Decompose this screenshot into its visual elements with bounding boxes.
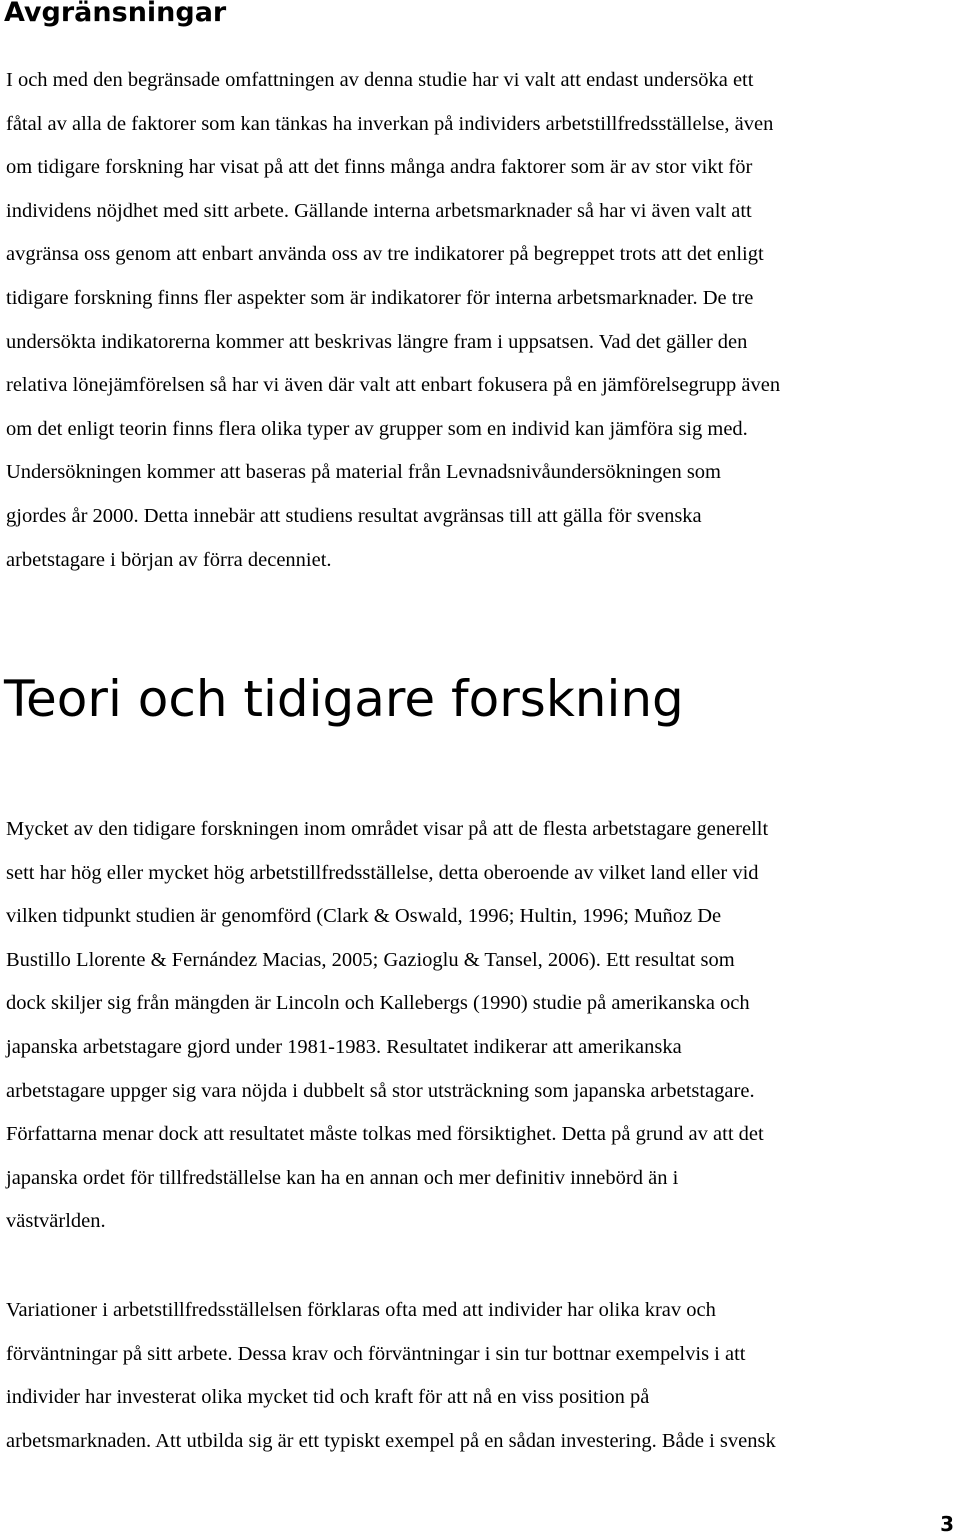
text-line: tidigare forskning finns fler aspekter som är indikatorer för interna arbetsmarknader. De tre [6, 286, 754, 309]
section-heading-teori: Teori och tidigare forskning [4, 670, 684, 728]
text-line: Mycket av den tidigare forskningen inom området visar på att de flesta arbetstagare generellt [6, 818, 769, 840]
text-line: om tidigare forskning har visat på att det finns många andra faktorer som är av stor vikt för [6, 156, 753, 179]
text-line: I och med den begränsade omfattningen av denna studie har vi valt att endast undersöka ett [6, 69, 754, 91]
text-line: Variationer i arbetstillfredsställelsen förklaras ofta med att individer har olika krav och [6, 1299, 716, 1321]
text-line: om det enligt teorin finns flera olika typer av grupper som en individ kan jämföra sig med. [6, 417, 748, 440]
text-line: arbetstagare uppger sig vara nöjda i dubbelt så stor utsträckning som japanska arbetstagare. [6, 1079, 755, 1102]
page-number: 3 [940, 1512, 954, 1536]
text-line: gjordes år 2000. Detta innebär att studiens resultat avgränsas till att gälla för svenska [6, 504, 702, 527]
text-line: arbetsmarknaden. Att utbilda sig är ett typiskt exempel på en sådan investering. Både i svensk [6, 1429, 776, 1452]
text-line: undersökta indikatorerna kommer att beskrivas längre fram i uppsatsen. Vad det gäller den [6, 330, 748, 353]
text-line: japanska ordet för tillfredställelse kan ha en annan och mer definitiv innebörd än i [6, 1166, 679, 1189]
text-line: Författarna menar dock att resultatet måste tolkas med försiktighet. Detta på grund av att det [6, 1123, 764, 1146]
text-line: japanska arbetstagare gjord under 1981-1983. Resultatet indikerar att amerikanska [6, 1035, 682, 1058]
paragraph-tidigare-forskning [6, 808, 768, 1244]
text-line: arbetstagare i början av förra decenniet. [6, 548, 332, 571]
text-line: Undersökningen kommer att baseras på material från Levnadsnivåundersökningen som [6, 461, 722, 484]
text-line: förväntningar på sitt arbete. Dessa krav och förväntningar i sin tur bottnar exempelvis i att [6, 1342, 746, 1365]
text-line: dock skiljer sig från mängden är Lincoln och Kallebergs (1990) studie på amerikanska och [6, 992, 750, 1015]
text-line: individer har investerat olika mycket tid och kraft för att nå en viss position på [6, 1386, 650, 1409]
text-line: avgränsa oss genom att enbart använda oss av tre indikatorer på begreppet trots att det enligt [6, 243, 764, 266]
text-line: relativa lönejämförelsen så har vi även där valt att enbart fokusera på en jämförelsegrupp även [6, 374, 781, 397]
paragraph-avgransningar [6, 59, 780, 582]
text-line: sett har hög eller mycket hög arbetstillfredsställelse, detta oberoende av vilket land eller vid [6, 861, 759, 884]
text-line: västvärlden. [6, 1210, 106, 1233]
text-line: Bustillo Llorente & Fernández Macias, 2005; Gazioglu & Tansel, 2006). Ett resultat som [6, 948, 735, 971]
text-line: vilken tidpunkt studien är genomförd (Clark & Oswald, 1996; Hultin, 1996; Muñoz De [6, 905, 722, 928]
paragraph-variationer [6, 1289, 776, 1463]
text-line: fåtal av alla de faktorer som kan tänkas ha inverkan på individers arbetstillfredsställelse, även [6, 112, 774, 135]
text-line: individens nöjdhet med sitt arbete. Gällande interna arbetsmarknader så har vi även valt att [6, 199, 752, 222]
section-heading-avgransningar: Avgränsningar [4, 0, 227, 28]
